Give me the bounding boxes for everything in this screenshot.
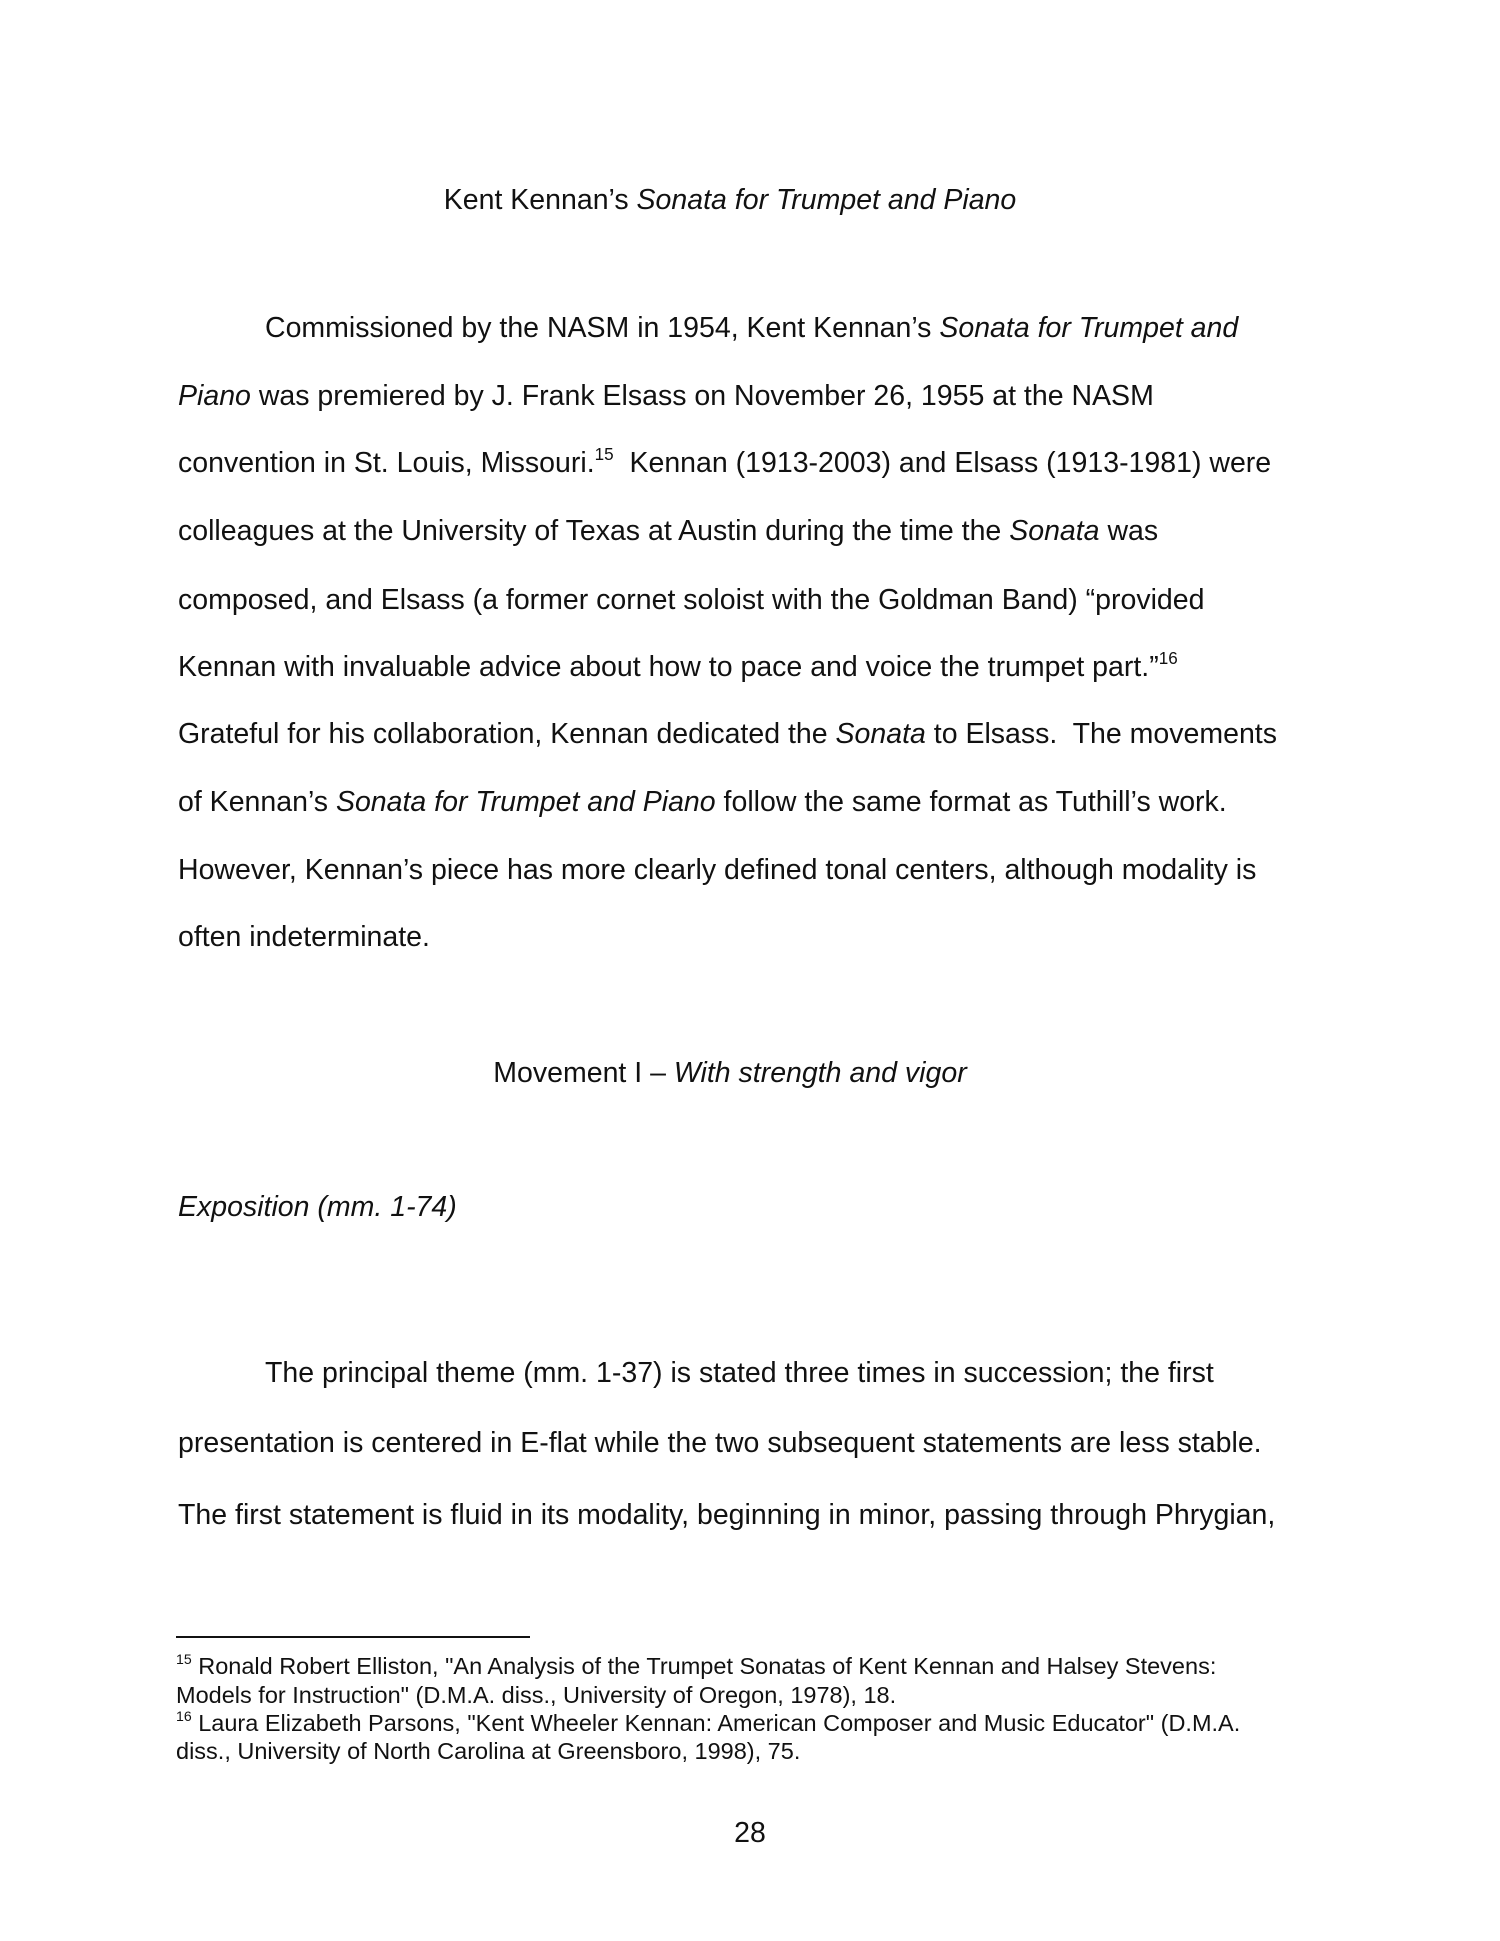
text-run: convention in St. Louis, Missouri. [178,447,595,479]
text-run: to Elsass. The movements [925,718,1277,750]
text-run: of Kennan’s [178,786,336,818]
footnote-text: Ronald Robert Elliston, "An Analysis of the Trumpet Sonatas of Kent Kennan and Halsey Stevens: [191,1653,1217,1679]
title-text: Kent Kennan’s [443,184,637,216]
section-heading [178,1191,457,1223]
italic-run: Sonata [835,718,926,750]
footnote-text: Laura Elizabeth Parsons, "Kent Wheeler Kennan: American Composer and Music Educator" (D.M.A. [191,1710,1241,1736]
paragraph-line [178,921,430,953]
paragraph-line: The principal theme (mm. 1-37) is stated three times in succession; the first [265,1357,1214,1389]
paragraph-line [178,854,1256,886]
footnote-separator [176,1636,530,1638]
footnote-number: 16 [176,1708,192,1725]
footnote-16 [176,1709,1240,1737]
paragraph-line [178,651,1178,683]
text-run: follow the same format as Tuthill’s work. [715,786,1227,818]
footnote-16-continued: diss., University of North Carolina at Greensboro, 1998), 75. [176,1738,801,1764]
paragraph-line: The first statement is fluid in its modality, beginning in minor, passing through Phrygian, [178,1499,1276,1531]
text-run: composed, and Elsass (a former cornet soloist with the Goldman Band) “provided [178,584,1205,616]
italic-run: Sonata for Trumpet and [939,312,1239,344]
page-number: 28 [734,1817,766,1849]
text-run: Kennan (1913-2003) and Elsass (1913-1981) were [613,447,1272,479]
text-run: was premiered by J. Frank Elsass on November 26, 1955 at the NASM [250,380,1154,412]
footnote-15-continued: Models for Instruction" (D.M.A. diss., University of Oregon, 1978), 18. [176,1682,897,1708]
movement-heading-text: Movement I – [493,1057,674,1089]
italic-run: Sonata [1009,515,1100,547]
section-heading-text: Exposition (mm. 1-74) [178,1191,457,1223]
page-title [0,184,1460,216]
text-run: Kennan with invaluable advice about how to pace and voice the trumpet part.” [178,651,1159,683]
movement-heading [0,1057,1460,1089]
paragraph-line [178,718,1277,750]
italic-run: Sonata for Trumpet and Piano [335,786,716,818]
paragraph-line [265,312,1238,344]
text-run: Grateful for his collaboration, Kennan dedicated the [178,718,836,750]
text-run: was [1099,515,1159,547]
movement-heading-italic: With strength and vigor [673,1057,967,1089]
footnote-ref-15[interactable]: 15 [594,445,614,465]
text-run: often indeterminate. [178,921,430,953]
paragraph-line: presentation is centered in E-flat while the two subsequent statements are less stable. [178,1427,1262,1459]
text-run: colleagues at the University of Texas at Austin during the time the [178,515,1010,547]
footnote-number: 15 [176,1651,192,1668]
paragraph-line [178,380,1154,412]
paragraph-line [178,447,1271,479]
italic-run: Piano [178,380,251,412]
text-run: However, Kennan’s piece has more clearly defined tonal centers, although modality is [178,854,1257,886]
footnote-15 [176,1652,1216,1680]
text-run: Commissioned by the NASM in 1954, Kent Kennan’s [265,312,940,344]
paragraph-line [178,515,1158,547]
title-italic: Sonata for Trumpet and Piano [636,184,1017,216]
paragraph-line [178,786,1227,818]
paragraph-line [178,584,1205,616]
footnote-ref-16[interactable]: 16 [1158,649,1178,669]
